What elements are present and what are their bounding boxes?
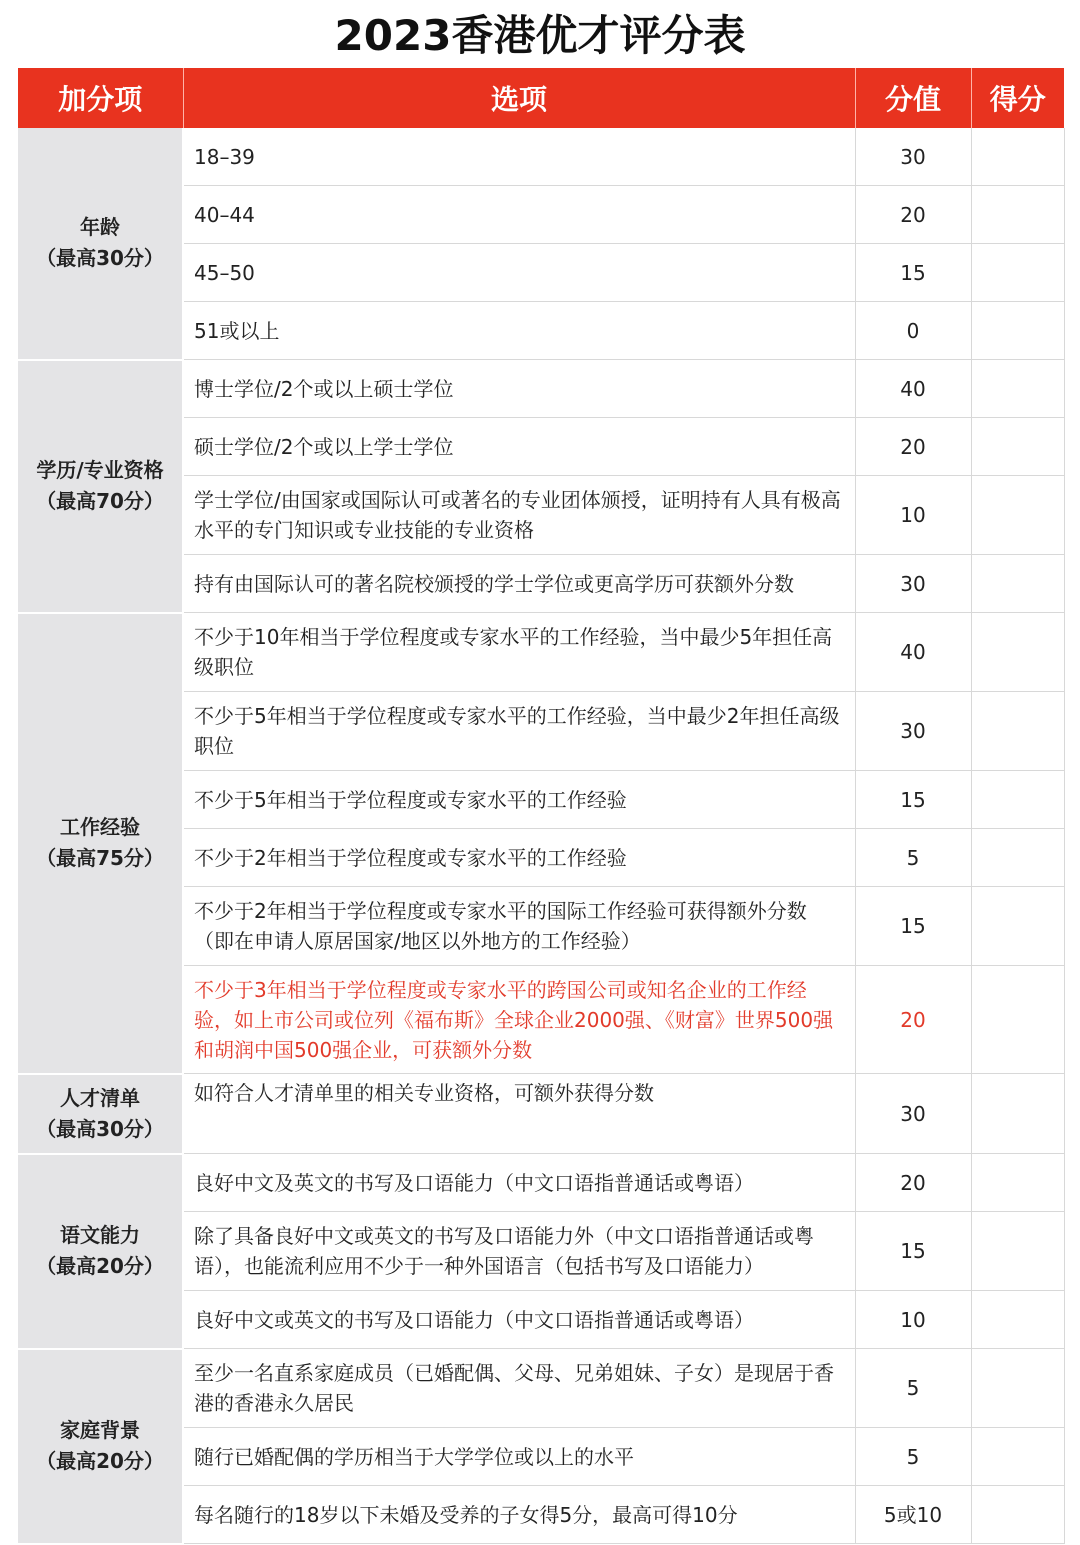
table-row [18,1349,1064,1428]
score-cell [971,613,1064,692]
points-cell: 5 [855,1428,971,1486]
score-cell [971,1212,1064,1291]
score-cell [971,555,1064,613]
option-cell: 不少于5年相当于学位程度或专家水平的工作经验，当中最少2年担任高级职位 [183,692,855,771]
score-cell [971,302,1064,360]
points-cell: 0 [855,302,971,360]
points-cell: 10 [855,476,971,555]
option-cell: 良好中文及英文的书写及口语能力（中文口语指普通话或粤语） [183,1154,855,1212]
header-points: 分值 [855,68,971,128]
score-cell [971,1074,1064,1154]
option-cell: 每名随行的18岁以下未婚及受养的子女得5分，最高可得10分 [183,1486,855,1544]
category-cell-talent-list [18,1074,183,1154]
points-cell: 30 [855,128,971,186]
category-max: （最高20分） [36,1254,164,1278]
table-row [18,1074,1064,1154]
score-table [18,68,1065,1545]
option-cell: 不少于2年相当于学位程度或专家水平的工作经验 [183,829,855,887]
category-max: （最高30分） [36,1116,164,1141]
points-cell: 30 [855,692,971,771]
points-cell: 30 [855,555,971,613]
table-row [18,613,1064,692]
option-cell: 如符合人才清单里的相关专业资格，可额外获得分数 [183,1074,855,1154]
points-cell: 15 [855,771,971,829]
score-cell [971,1428,1064,1486]
points-cell: 20 [855,1154,971,1212]
table-row [18,1154,1064,1212]
category-name: 人才清单 [60,1085,140,1110]
option-cell: 博士学位/2个或以上硕士学位 [183,360,855,418]
points-cell: 20 [855,186,971,244]
category-name: 年龄 [80,215,120,240]
points-cell: 15 [855,1212,971,1291]
score-cell [971,829,1064,887]
page-title: 2023香港优才评分表 [334,11,746,60]
points-cell: 30 [855,1074,971,1154]
option-cell: 不少于10年相当于学位程度或专家水平的工作经验，当中最少5年担任高级职位 [183,613,855,692]
option-cell: 硕士学位/2个或以上学士学位 [183,418,855,476]
score-cell [971,1486,1064,1544]
points-cell: 15 [855,887,971,966]
option-cell: 45–50 [183,244,855,302]
category-cell-age [18,128,183,360]
category-cell-language [18,1154,183,1349]
points-cell: 15 [855,244,971,302]
points-cell: 40 [855,613,971,692]
score-cell [971,360,1064,418]
points-cell: 40 [855,360,971,418]
points-cell: 20 [855,966,971,1074]
option-cell: 不少于2年相当于学位程度或专家水平的国际工作经验可获得额外分数（即在申请人原居国家/地区以外地方的工作经验） [183,887,855,966]
score-cell [971,1291,1064,1349]
category-name: 工作经验 [60,815,140,839]
score-cell [971,418,1064,476]
score-cell [971,476,1064,555]
header-score: 得分 [971,68,1064,128]
category-name: 语文能力 [60,1223,140,1247]
points-cell: 5 [855,829,971,887]
option-cell: 良好中文或英文的书写及口语能力（中文口语指普通话或粤语） [183,1291,855,1349]
score-cell [971,771,1064,829]
option-cell: 持有由国际认可的著名院校颁授的学士学位或更高学历可获额外分数 [183,555,855,613]
category-cell-education [18,360,183,613]
option-cell: 40–44 [183,186,855,244]
option-cell: 除了具备良好中文或英文的书写及口语能力外（中文口语指普通话或粤语），也能流利应用不少于一种外国语言（包括书写及口语能力） [183,1212,855,1291]
option-cell: 随行已婚配偶的学历相当于大学学位或以上的水平 [183,1428,855,1486]
score-cell [971,186,1064,244]
category-max: （最高20分） [36,1449,164,1473]
category-max: （最高75分） [36,846,164,870]
score-cell [971,244,1064,302]
score-cell [971,1349,1064,1428]
score-cell [971,887,1064,966]
points-cell: 10 [855,1291,971,1349]
table-header-row [18,68,1064,128]
table-row [18,360,1064,418]
category-cell-family [18,1349,183,1544]
header-category: 加分项 [18,68,183,128]
header-option: 选项 [183,68,855,128]
option-cell: 学士学位/由国家或国际认可或著名的专业团体颁授，证明持有人具有极高水平的专门知识或专业技能的专业资格 [183,476,855,555]
points-cell: 5或10 [855,1486,971,1544]
category-cell-work-experience [18,613,183,1074]
option-cell: 不少于3年相当于学位程度或专家水平的跨国公司或知名企业的工作经验，如上市公司或位列《福布斯》全球企业2000强、《财富》世界500强和胡润中国500强企业，可获额外分数 [183,966,855,1074]
category-name: 家庭背景 [60,1418,140,1442]
category-name: 学历/专业资格 [36,458,164,482]
option-cell: 不少于5年相当于学位程度或专家水平的工作经验 [183,771,855,829]
option-cell: 至少一名直系家庭成员（已婚配偶、父母、兄弟姐妹、子女）是现居于香港的香港永久居民 [183,1349,855,1428]
table-row [18,128,1064,186]
score-cell [971,1154,1064,1212]
score-cell [971,692,1064,771]
score-cell [971,128,1064,186]
category-max: （最高30分） [36,246,164,271]
option-cell: 51或以上 [183,302,855,360]
points-cell: 5 [855,1349,971,1428]
option-cell: 18–39 [183,128,855,186]
score-cell [971,966,1064,1074]
category-max: （最高70分） [36,489,164,513]
points-cell: 20 [855,418,971,476]
